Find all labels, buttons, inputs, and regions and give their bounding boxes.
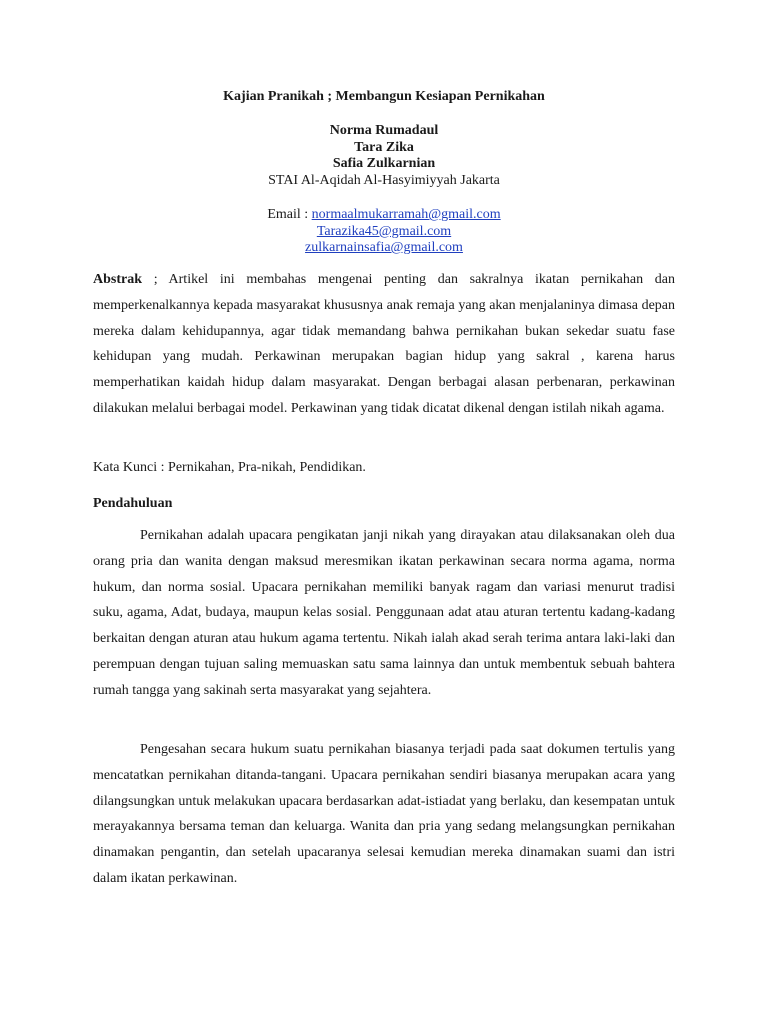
paragraph: Pernikahan adalah upacara pengikatan janji nikah yang dirayakan atau dilaksanakan oleh dua orang pria dan wanita dengan maksud meresmikan ikatan perkawinan secara norma agama, norma hukum, dan norma sosial. Upacara pernikahan memiliki banyak ragam dan variasi menurut tradisi suku, agama, Adat, budaya, maupun kelas sosial. Penggunaan adat atau aturan tertentu kadang-kadang berkaitan dengan aturan atau hukum agama tertentu. Nikah ialah akad serah terima antara laki-laki dan perempuan dengan tujuan saling memuaskan satu sama lainnya dan untuk membentuk sebuah bahtera rumah tangga yang sakinah serta masyarakat yang sejahtera.	[93, 528, 675, 698]
author-name: Tara Zika	[354, 139, 414, 155]
author-name: Norma Rumadaul	[329, 123, 439, 138]
keywords: Kata Kunci : Pernikahan, Pra-nikah, Pendidikan.	[93, 460, 366, 475]
affiliation: STAI Al-Aqidah Al-Hasyimiyyah Jakarta	[268, 172, 500, 188]
section-heading: Pendahuluan	[93, 496, 173, 511]
email-row	[0, 207, 768, 224]
email-link[interactable]: normaalmukarramah@gmail.com	[311, 207, 501, 222]
abstract-text: ; Artikel ini membahas mengenai penting dan sakralnya ikatan pernikahan dan memperkenalkannya kepada masyarakat khususnya anak remaja yang akan menjalaninya dimasa depan mereka dalam kehidupannya, agar tidak memandang bahwa pernikahan bukan sekedar suatu fase kehidupan yang mudah. Perkawinan merupakan bagian hidup yang sakral , karena harus memperhatikan kaidah hidup dalam masyarakat. Dengan berbagai alasan perbenaran, perkawinan dilakukan melalui berbagai model. Perkawinan yang tidak dicatat dikenal dengan istilah nikah agama.	[93, 272, 675, 416]
author-block	[0, 123, 768, 189]
abstract	[93, 267, 675, 422]
email-link[interactable]: Tarazika45@gmail.com	[316, 223, 452, 239]
author-name: Safia Zulkarnian	[332, 156, 436, 171]
email-row	[0, 224, 768, 241]
email-block	[0, 207, 768, 257]
paragraph: Pengesahan secara hukum suatu pernikahan biasanya terjadi pada saat dokumen tertulis yang mencatatkan pernikahan ditanda-tangani. Upacara pernikahan sendiri biasanya merupakan acara yang dilangsungkan untuk melakukan upacara berdasarkan adat-istiadat yang berlaku, dan kesempatan untuk merayakannya bersama teman dan keluarga. Wanita dan pria yang sedang melangsungkan pernikahan dinamakan pengantin, dan setelah upacaranya selesai kemudian mereka dinamakan suami dan istri dalam ikatan perkawinan.	[93, 742, 675, 886]
abstract-label: Abstrak	[93, 272, 143, 287]
email-link[interactable]: zulkarnainsafia@gmail.com	[305, 240, 463, 255]
email-row	[0, 240, 768, 257]
email-label: Email :	[267, 207, 312, 222]
paper-title: Kajian Pranikah ; Membangun Kesiapan Pernikahan	[223, 89, 545, 104]
